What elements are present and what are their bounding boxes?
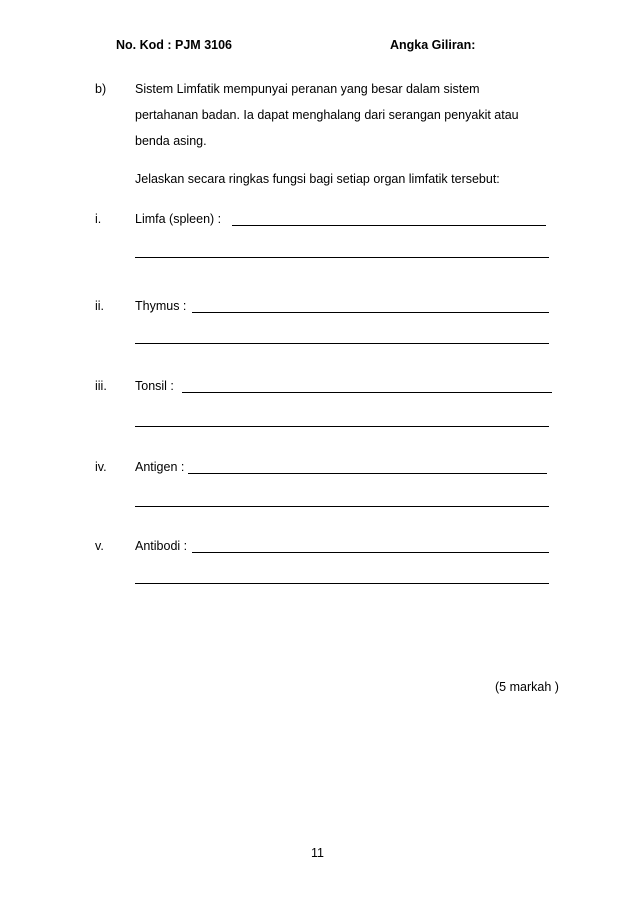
page-number: 11: [311, 846, 324, 860]
instruction-text: Jelaskan secara ringkas fungsi bagi setiap organ limfatik tersebut:: [135, 172, 500, 186]
intro-line-1: Sistem Limfatik mempunyai peranan yang besar dalam sistem: [135, 82, 480, 96]
item-number-4: iv.: [95, 460, 107, 474]
answer-line: [192, 312, 549, 313]
answer-line: [232, 225, 546, 226]
item-label-antibody: Antibodi :: [135, 539, 188, 553]
item-label-antigen: Antigen :: [135, 460, 185, 474]
answer-line: [135, 583, 549, 584]
turn-number-label: Angka Giliran:: [390, 38, 476, 52]
answer-line: [135, 343, 549, 344]
item-label-tonsil: Tonsil :: [135, 379, 174, 393]
answer-line: [182, 392, 552, 393]
item-number-3: iii.: [95, 379, 107, 393]
intro-line-2: pertahanan badan. Ia dapat menghalang dari serangan penyakit atau: [135, 108, 519, 122]
marks-label: (5 markah ): [495, 680, 559, 694]
item-number-5: v.: [95, 539, 104, 553]
item-number-2: ii.: [95, 299, 105, 313]
answer-line: [192, 552, 549, 553]
item-number-1: i.: [95, 212, 102, 226]
answer-line: [135, 426, 549, 427]
course-code: No. Kod : PJM 3106: [116, 38, 232, 52]
intro-line-3: benda asing.: [135, 134, 207, 148]
item-label-spleen: Limfa (spleen) :: [135, 212, 222, 226]
answer-line: [135, 257, 549, 258]
item-label-thymus: Thymus :: [135, 299, 187, 313]
answer-line: [135, 506, 549, 507]
answer-line: [188, 473, 547, 474]
question-marker: b): [95, 82, 107, 96]
